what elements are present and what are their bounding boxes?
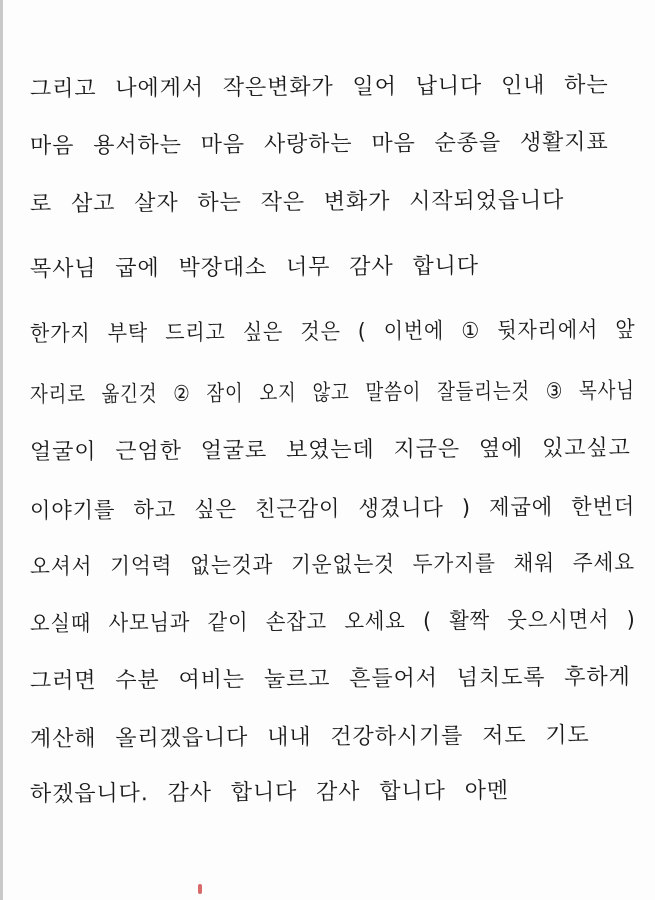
letter-line-4: 목사님 굽에 박장대소 너무 감사 합니다 (29, 253, 479, 282)
letter-line-7: 얼굴이 근엄한 얼굴로 보였는데 지금은 옆에 있고싶고 (29, 435, 631, 465)
letter-line-13: 하겠읍니다. 감사 합니다 감사 합니다 아멘 (29, 778, 510, 807)
red-ink-mark (198, 884, 202, 894)
letter-line-6: 자리로 옮긴것 ② 잠이 오지 않고 말씀이 잘들리는것 ③ 목사님 (29, 378, 635, 408)
paper-left-edge (0, 0, 3, 900)
letter-line-10: 오실때 사모님과 같이 손잡고 오세요 ( 활짝 웃으시면서 ) (29, 607, 636, 637)
letter-line-11: 그러면 수분 여비는 눌르고 흔들어서 넘치도록 후하게 (29, 664, 631, 694)
letter-line-3: 로 삼고 살자 하는 작은 변화가 시작되었읍니다 (29, 188, 565, 217)
letter-line-2: 마음 용서하는 마음 사랑하는 마음 순종을 생활지표 (29, 129, 609, 159)
letter-line-9: 오셔서 기억력 없는것과 기운없는것 두가지를 채워 주세요 (29, 550, 636, 580)
letter-line-8: 이야기를 하고 싶은 친근감이 생겼니다 ) 제굽에 한번더 (29, 494, 636, 524)
letter-line-1: 그리고 나에게서 작은변화가 일어 납니다 인내 하는 (29, 72, 609, 102)
letter-line-5: 한가지 부탁 드리고 싶은 것은 ( 이번에 ① 뒷자리에서 앞 (29, 317, 636, 347)
letter-line-12: 계산해 올리겠읍니다 내내 건강하시기를 저도 기도 (29, 723, 590, 752)
